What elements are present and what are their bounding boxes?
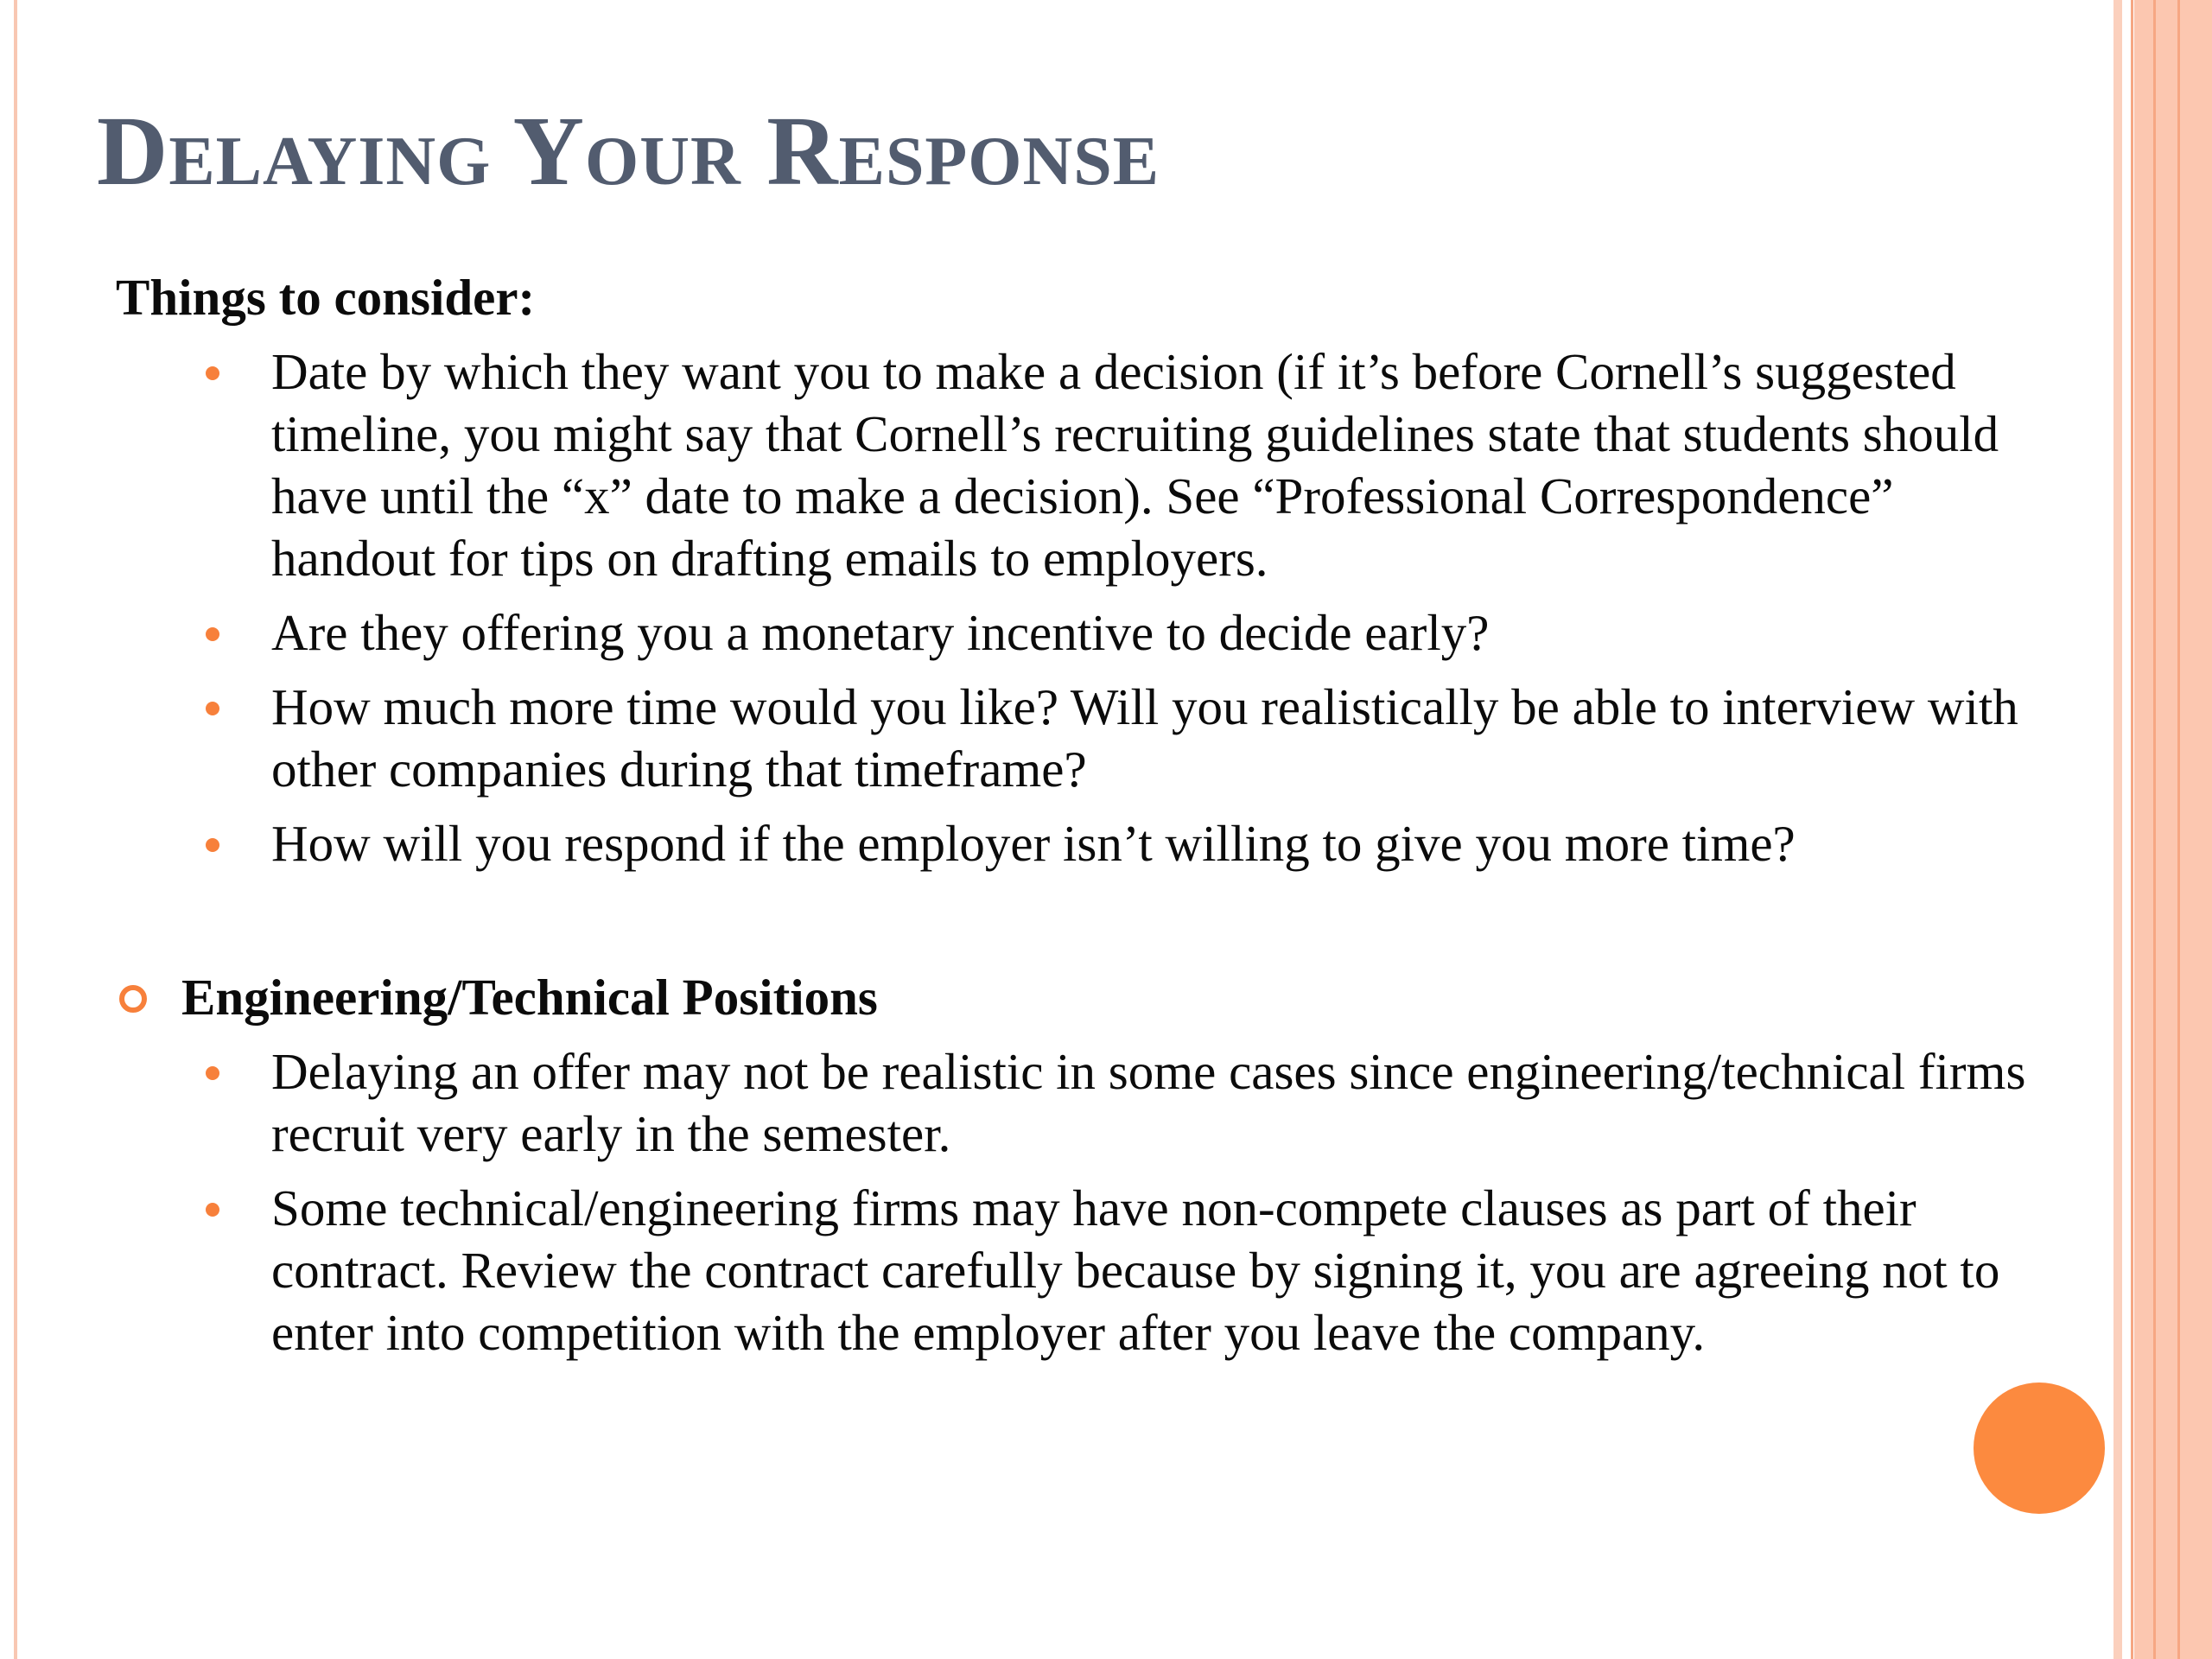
right-frame-band	[2113, 0, 2122, 1659]
list-item	[116, 340, 2051, 589]
ring-bullet-icon	[119, 985, 147, 1013]
bullet-list-things-to-consider	[116, 340, 2051, 874]
right-frame-stripe	[2153, 0, 2156, 1659]
bullet-list-engineering	[116, 1040, 2051, 1363]
list-item	[116, 1177, 2051, 1363]
bullet-dot-icon	[206, 1203, 219, 1217]
list-item-text: How will you respond if the employer isn’t willing to give you more time?	[271, 815, 1796, 872]
right-frame-panel	[2134, 0, 2212, 1659]
section-heading-row	[116, 966, 2051, 1028]
slide-content	[116, 266, 2051, 1376]
right-frame-stripe	[2177, 0, 2180, 1659]
list-item	[116, 812, 2051, 874]
section-heading-things-to-consider: Things to consider:	[116, 269, 536, 326]
accent-circle	[1974, 1382, 2105, 1514]
bullet-dot-icon	[206, 838, 219, 852]
list-item-text: How much more time would you like? Will you realistically be able to interview with other companies during that timeframe?	[271, 678, 2018, 798]
bullet-dot-icon	[206, 1066, 219, 1080]
left-frame-line	[14, 0, 17, 1659]
list-item-text: Some technical/engineering firms may have non-compete clauses as part of their contract. Review the contract carefully because by signing it, you are agreeing not to enter into competition with the employer after you leave the company.	[271, 1179, 2000, 1361]
bullet-dot-icon	[206, 366, 219, 380]
slide-title: Delaying Your Response	[97, 96, 1160, 206]
list-item-text: Date by which they want you to make a decision (if it’s before Cornell’s suggested timeline, you might say that Cornell’s recruiting guidelines state that students should have until the “x” date to make a decision). See “Professional Correspondence” handout for tips on drafting emails to employers.	[271, 343, 1999, 587]
bullet-dot-icon	[206, 702, 219, 715]
list-item-text: Delaying an offer may not be realistic in some cases since engineering/technical firms recruit very early in the semester.	[271, 1043, 2026, 1162]
list-item	[116, 1040, 2051, 1165]
section-heading-engineering: Engineering/Technical Positions	[181, 969, 878, 1026]
right-frame-stripe	[2131, 0, 2133, 1659]
list-item	[116, 676, 2051, 800]
list-item	[116, 601, 2051, 664]
bullet-dot-icon	[206, 627, 219, 641]
list-item-text: Are they offering you a monetary incentive to decide early?	[271, 604, 1490, 661]
